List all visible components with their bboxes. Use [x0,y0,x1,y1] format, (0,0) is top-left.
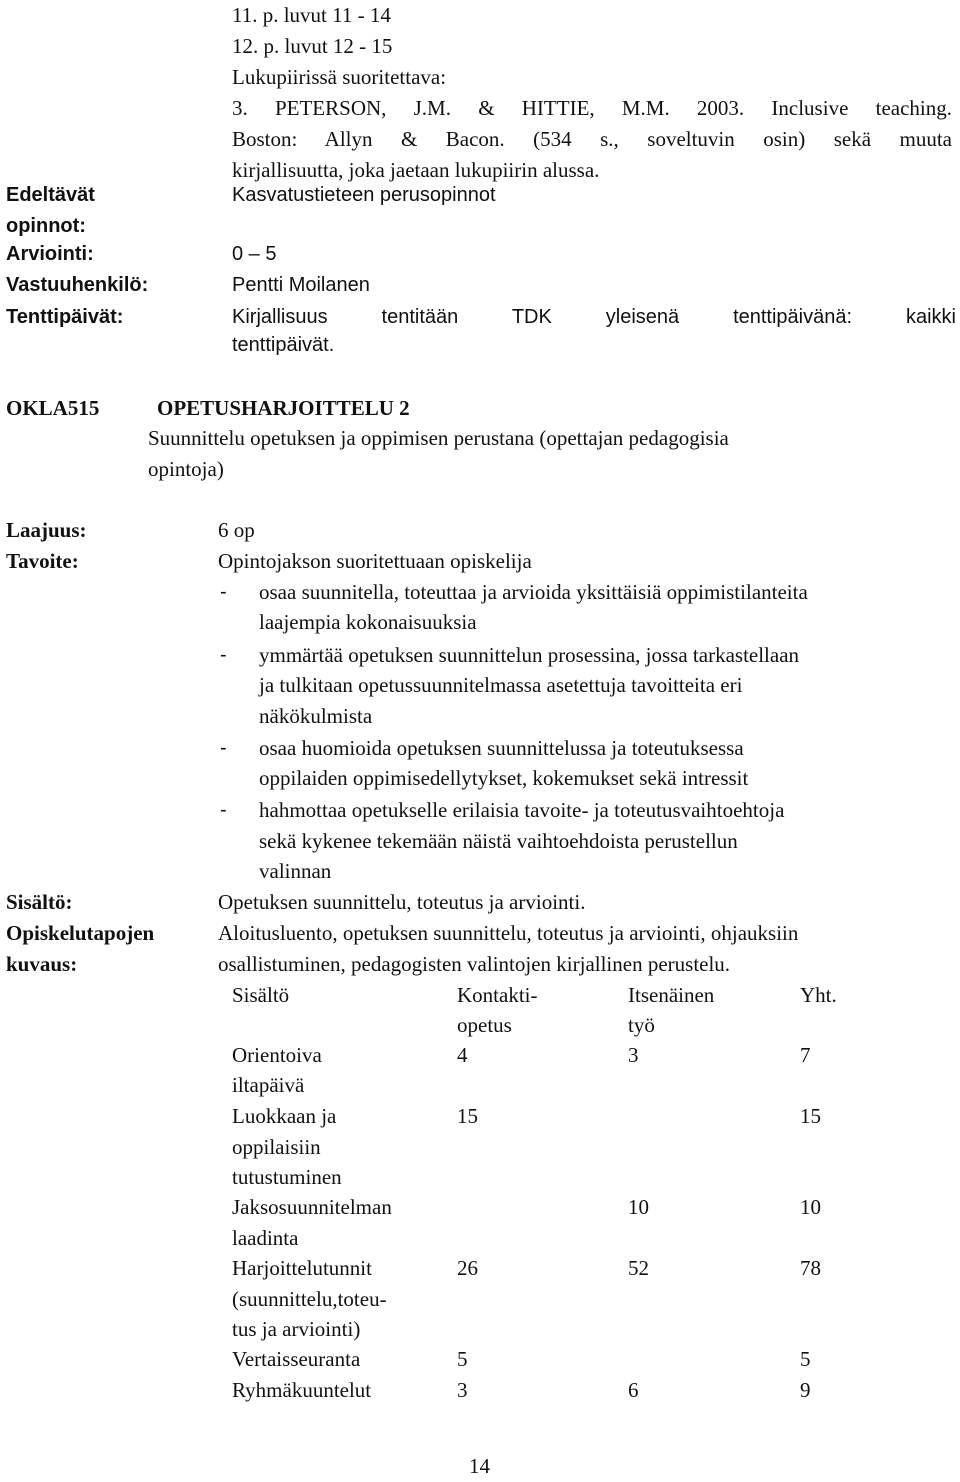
course-title: OPETUSHARJOITTELU 2 [157,396,410,420]
assessment-label: Arviointi: [6,243,94,265]
table-row-6-total: 9 [800,1378,811,1402]
goal-2-line-3: näkökulmista [259,704,373,728]
table-header-independent-1: Itsenäinen [628,983,715,1007]
goal-4-line-2: sekä kykenee tekemään näistä vaihtoehdoista perustellun [259,829,738,853]
table-row-3-independent: 10 [628,1195,649,1219]
table-header-contact-2: opetus [457,1013,512,1037]
prerequisites-label: Edeltävät [6,184,95,206]
table-header-contact-1: Kontakti- [457,983,538,1007]
literature-line-1: 11. p. luvut 11 - 14 [232,3,391,27]
study-methods-label-2: kuvaus: [6,952,78,976]
goal-4-dash: - [220,799,227,821]
table-row-6-contact: 3 [457,1378,468,1402]
table-row-2-name-3: tutustuminen [232,1165,342,1189]
scope-label: Laajuus: [6,518,87,542]
table-row-5-name-1: Vertaisseuranta [232,1347,361,1371]
responsible-label: Vastuuhenkilö: [6,274,149,296]
assessment-value: 0 – 5 [232,243,277,265]
responsible-value: Pentti Moilanen [232,274,370,296]
goal-3-dash: - [220,737,227,759]
table-row-1-contact: 4 [457,1043,468,1067]
table-row-6-independent: 6 [628,1378,639,1402]
table-row-2-contact: 15 [457,1104,478,1128]
scope-value: 6 op [218,518,255,542]
exam-days-label: Tenttipäivät: [6,306,124,328]
study-methods-label-1: Opiskelutapojen [6,921,155,945]
course-code: OKLA515 [6,396,100,420]
table-header-independent-2: työ [628,1013,655,1037]
literature-line-4: 3. PETERSON, J.M. & HITTIE, M.M. 2003. Inclusive teaching. [232,96,952,120]
table-row-1-independent: 3 [628,1043,639,1067]
table-row-1-name-2: iltapäivä [232,1073,305,1097]
table-row-3-name-1: Jaksosuunnitelman [232,1195,392,1219]
goal-2-line-1: ymmärtää opetuksen suunnittelun prosessina, jossa tarkastellaan [259,643,800,667]
content-value: Opetuksen suunnittelu, toteutus ja arviointi. [218,890,586,914]
goal-2-line-2: ja tulkitaan opetussuunnitelmassa asetettuja tavoitteita eri [259,673,743,697]
goal-2-dash: - [220,644,227,666]
table-row-5-total: 5 [800,1347,811,1371]
prerequisites-value: Kasvatustieteen perusopinnot [232,184,496,206]
goal-4-line-3: valinnan [259,859,332,883]
goal-3-line-1: osaa huomioida opetuksen suunnittelussa ja toteutuksessa [259,736,744,760]
goal-3-line-2: oppilaiden oppimisedellytykset, kokemukset sekä intressit [259,766,749,790]
literature-line-2: 12. p. luvut 12 - 15 [232,34,393,58]
table-row-1-total: 7 [800,1043,811,1067]
table-row-3-total: 10 [800,1195,821,1219]
exam-days-value-2: tenttipäivät. [232,334,335,356]
goal-1-line-1: osaa suunnitella, toteuttaa ja arvioida yksittäisiä oppimistilanteita [259,580,808,604]
goal-1-dash: - [220,581,227,603]
literature-line-5: Boston: Allyn & Bacon. (534 s., soveltuvin osin) sekä muuta [232,127,952,151]
prerequisites-label-2: opinnot: [6,215,86,237]
literature-line-3: Lukupiirissä suoritettava: [232,65,447,89]
table-row-2-name-2: oppilaisiin [232,1135,321,1159]
goal-1-line-2: laajempia kokonaisuuksia [259,610,477,634]
table-header-content: Sisältö [232,983,290,1007]
table-row-4-total: 78 [800,1256,821,1280]
content-label: Sisältö: [6,890,73,914]
table-row-1-name-1: Orientoiva [232,1043,322,1067]
goal-intro: Opintojakson suoritettuaan opiskelija [218,549,532,573]
page-number: 14 [469,1454,490,1478]
table-row-6-name-1: Ryhmäkuuntelut [232,1378,372,1402]
table-header-total: Yht. [800,983,837,1007]
exam-days-value-1: Kirjallisuus tentitään TDK yleisenä tenttipäivänä: kaikki [232,306,956,328]
table-row-3-name-2: laadinta [232,1226,299,1250]
table-row-5-contact: 5 [457,1347,468,1371]
study-methods-value-1: Aloitusluento, opetuksen suunnittelu, toteutus ja arviointi, ohjauksiin [218,921,799,945]
literature-line-6: kirjallisuutta, joka jaetaan lukupiirin alussa. [232,158,600,182]
course-subtitle-1: Suunnittelu opetuksen ja oppimisen perustana (opettajan pedagogisia [148,426,729,450]
table-row-4-name-3: tus ja arviointi) [232,1317,361,1341]
study-methods-value-2: osallistuminen, pedagogisten valintojen kirjallinen perustelu. [218,952,731,976]
table-row-2-name-1: Luokkaan ja [232,1104,337,1128]
table-row-2-total: 15 [800,1104,821,1128]
table-row-4-contact: 26 [457,1256,478,1280]
table-row-4-name-1: Harjoittelutunnit [232,1256,372,1280]
goal-4-line-1: hahmottaa opetukselle erilaisia tavoite- ja toteutusvaihtoehtoja [259,798,785,822]
table-row-4-independent: 52 [628,1256,649,1280]
goal-label: Tavoite: [6,549,79,573]
course-subtitle-2: opintoja) [148,457,224,481]
table-row-4-name-2: (suunnittelu,toteu- [232,1287,387,1311]
